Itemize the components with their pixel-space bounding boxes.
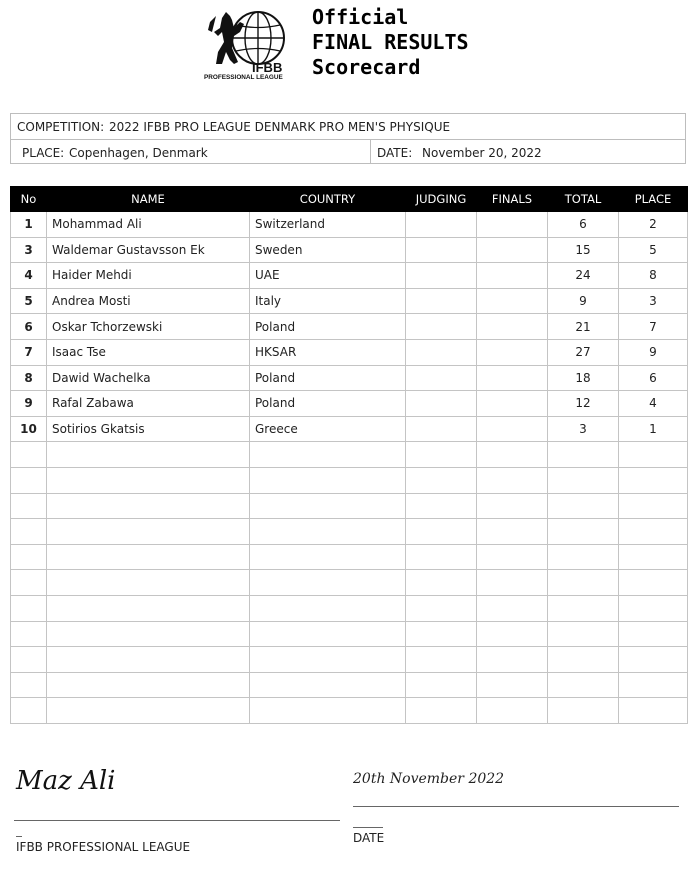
empty-table-row [11,519,688,545]
cell-no: 6 [11,314,47,340]
empty-table-row [11,467,688,493]
empty-cell [619,570,688,596]
cell-total: 12 [548,391,619,417]
empty-cell [406,647,477,673]
table-row [11,391,688,417]
place-label: PLACE: [22,146,65,160]
empty-cell [619,595,688,621]
empty-cell [619,647,688,673]
empty-table-row [11,698,688,724]
empty-cell [250,544,406,570]
cell-country: Poland [250,314,406,340]
empty-cell [250,467,406,493]
empty-cell [406,595,477,621]
competition-value: 2022 IFBB PRO LEAGUE DENMARK PRO MEN'S PHYSIQUE [109,120,451,134]
cell-no: 8 [11,365,47,391]
cell-name: Waldemar Gustavsson Ek [47,237,250,263]
header-name: NAME [47,187,250,212]
cell-name: Dawid Wachelka [47,365,250,391]
empty-cell [250,698,406,724]
header-finals: FINALS [477,187,548,212]
empty-cell [11,570,47,596]
table-row [11,339,688,365]
empty-cell [11,519,47,545]
table-row [11,237,688,263]
empty-table-row [11,442,688,468]
cell-finals [477,339,548,365]
signature-line [14,820,340,821]
empty-cell [548,544,619,570]
document-title [312,5,469,80]
cell-place: 7 [619,314,688,340]
cell-country: Sweden [250,237,406,263]
empty-cell [250,595,406,621]
cell-finals [477,288,548,314]
empty-cell [406,467,477,493]
empty-cell [619,621,688,647]
cell-total: 21 [548,314,619,340]
header-total: TOTAL [548,187,619,212]
empty-cell [47,570,250,596]
date-label: DATE: [377,146,413,160]
empty-cell [11,672,47,698]
empty-cell [548,698,619,724]
competition-row [11,114,685,140]
svg-text:IFBB: IFBB [252,60,283,75]
empty-cell [406,493,477,519]
cell-place: 5 [619,237,688,263]
cell-finals [477,391,548,417]
empty-cell [477,621,548,647]
cell-finals [477,416,548,442]
cell-no: 9 [11,391,47,417]
empty-table-row [11,570,688,596]
cell-judging [406,237,477,263]
date-line-tick [353,827,383,828]
table-header-row [11,187,688,212]
cell-finals [477,314,548,340]
empty-cell [11,595,47,621]
place-value: Copenhagen, Denmark [69,146,208,160]
empty-table-row [11,647,688,673]
cell-name: Andrea Mosti [47,288,250,314]
cell-place: 8 [619,263,688,289]
cell-name: Rafal Zabawa [47,391,250,417]
empty-cell [250,672,406,698]
empty-cell [548,595,619,621]
date-line [353,806,679,807]
cell-total: 15 [548,237,619,263]
empty-cell [11,647,47,673]
cell-judging [406,314,477,340]
cell-total: 27 [548,339,619,365]
empty-cell [477,647,548,673]
empty-cell [11,493,47,519]
cell-judging [406,365,477,391]
svg-text:PROFESSIONAL LEAGUE: PROFESSIONAL LEAGUE [204,74,283,80]
empty-cell [47,595,250,621]
empty-cell [619,467,688,493]
table-row [11,416,688,442]
empty-cell [11,442,47,468]
cell-judging [406,339,477,365]
cell-judging [406,288,477,314]
signature: Maz Ali [16,766,116,796]
empty-cell [619,519,688,545]
competition-label: COMPETITION: [17,120,105,134]
title-line-official: Official [312,5,409,29]
empty-table-row [11,672,688,698]
place-date-row [11,140,685,164]
empty-cell [548,467,619,493]
empty-cell [250,647,406,673]
empty-cell [11,544,47,570]
cell-country: Italy [250,288,406,314]
cell-total: 9 [548,288,619,314]
cell-finals [477,212,548,238]
cell-no: 5 [11,288,47,314]
cell-judging [406,263,477,289]
table-row [11,212,688,238]
cell-no: 1 [11,212,47,238]
cell-total: 6 [548,212,619,238]
empty-cell [548,493,619,519]
empty-table-row [11,621,688,647]
empty-cell [47,672,250,698]
results-table [10,186,688,724]
cell-place: 6 [619,365,688,391]
cell-country: Poland [250,365,406,391]
competition-info-box [10,113,686,164]
results-body [11,212,688,724]
empty-cell [548,672,619,698]
table-row [11,365,688,391]
cell-judging [406,212,477,238]
empty-table-row [11,493,688,519]
empty-table-row [11,544,688,570]
cell-no: 3 [11,237,47,263]
empty-cell [619,544,688,570]
table-row [11,263,688,289]
cell-total: 3 [548,416,619,442]
cell-country: Greece [250,416,406,442]
empty-cell [47,493,250,519]
empty-cell [406,570,477,596]
cell-finals [477,365,548,391]
cell-place: 3 [619,288,688,314]
empty-cell [406,519,477,545]
ifbb-globe-logo-icon [200,8,310,80]
empty-cell [477,595,548,621]
empty-cell [47,442,250,468]
empty-cell [47,519,250,545]
empty-cell [548,519,619,545]
cell-place: 2 [619,212,688,238]
empty-cell [477,544,548,570]
empty-cell [406,544,477,570]
empty-cell [11,698,47,724]
empty-cell [250,442,406,468]
cell-judging [406,416,477,442]
cell-country: HKSAR [250,339,406,365]
empty-cell [47,544,250,570]
empty-cell [477,698,548,724]
empty-cell [477,672,548,698]
ifbb-logo [200,8,310,80]
signature-line-tick [16,836,22,837]
cell-country: Switzerland [250,212,406,238]
cell-place: 1 [619,416,688,442]
empty-cell [406,621,477,647]
empty-cell [619,698,688,724]
cell-finals [477,237,548,263]
empty-cell [548,570,619,596]
signature-label: IFBB PROFESSIONAL LEAGUE [16,840,191,854]
info-divider [370,140,371,164]
cell-name: Oskar Tchorzewski [47,314,250,340]
empty-cell [406,442,477,468]
empty-cell [548,647,619,673]
signed-date: 20th November 2022 [353,771,505,787]
table-row [11,314,688,340]
empty-cell [47,621,250,647]
empty-cell [477,570,548,596]
empty-cell [47,698,250,724]
empty-cell [406,672,477,698]
title-line-final-results: FINAL RESULTS [312,30,469,54]
cell-finals [477,263,548,289]
cell-judging [406,391,477,417]
cell-country: Poland [250,391,406,417]
empty-cell [619,672,688,698]
empty-cell [47,467,250,493]
cell-total: 24 [548,263,619,289]
header-no: No [11,187,47,212]
cell-name: Sotirios Gkatsis [47,416,250,442]
cell-country: UAE [250,263,406,289]
header-place: PLACE [619,187,688,212]
cell-no: 10 [11,416,47,442]
empty-cell [250,519,406,545]
title-line-scorecard: Scorecard [312,55,421,79]
empty-cell [250,570,406,596]
empty-cell [477,493,548,519]
cell-place: 4 [619,391,688,417]
cell-name: Haider Mehdi [47,263,250,289]
empty-cell [619,493,688,519]
cell-no: 7 [11,339,47,365]
cell-no: 4 [11,263,47,289]
cell-name: Mohammad Ali [47,212,250,238]
cell-name: Isaac Tse [47,339,250,365]
empty-cell [548,621,619,647]
date-value: November 20, 2022 [422,146,542,160]
empty-cell [406,698,477,724]
empty-cell [477,467,548,493]
header-judging: JUDGING [406,187,477,212]
empty-cell [548,442,619,468]
empty-table-row [11,595,688,621]
cell-place: 9 [619,339,688,365]
header-country: COUNTRY [250,187,406,212]
empty-cell [11,467,47,493]
signed-date-label: DATE [353,831,385,845]
empty-cell [619,442,688,468]
empty-cell [477,442,548,468]
empty-cell [250,621,406,647]
empty-cell [47,647,250,673]
empty-cell [11,621,47,647]
table-row [11,288,688,314]
empty-cell [250,493,406,519]
empty-cell [477,519,548,545]
cell-total: 18 [548,365,619,391]
